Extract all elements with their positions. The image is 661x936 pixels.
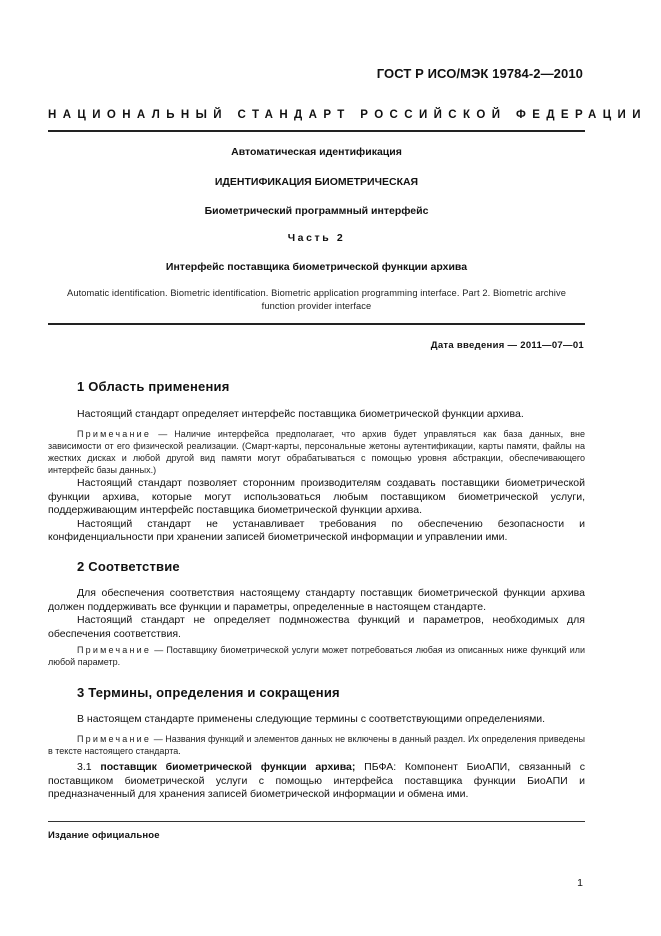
- section-1-note: [48, 428, 585, 476]
- section-1-paragraph-2: Настоящий стандарт позволяет сторонним производителям создавать поставщики биометрической функции архива, которые могут использоваться любым поставщиком биометрической услуги, поддерживающим интерфейс поставщика биометрической функции архива.: [48, 477, 585, 516]
- footer-divider: [48, 821, 585, 822]
- title-line-3: Биометрический программный интерфейс: [204, 205, 429, 217]
- introduction-date: Дата введения — 2011—07—01: [430, 340, 584, 351]
- section-1-heading: 1 Область применения: [77, 379, 230, 394]
- section-1-paragraph-1: Настоящий стандарт определяет интерфейс поставщика биометрической функции архива.: [77, 408, 524, 420]
- term-number: 3.1: [77, 761, 101, 773]
- middle-divider: [48, 323, 585, 325]
- section-1-paragraphs: [48, 477, 585, 545]
- section-1-paragraph-3: Настоящий стандарт не устанавливает требования по обеспечению безопасности и конфиденциальности при хранении записей биометрической информации и управлении ими.: [48, 517, 585, 543]
- note-text: — Названия функций и элементов данных не включены в данный раздел. Их определения приведены в тексте настоящего стандарта.: [48, 734, 585, 756]
- section-2-paragraphs: [48, 587, 585, 641]
- note-label: Примечание: [77, 734, 152, 744]
- section-3-paragraph-1: В настоящем стандарте применены следующие термины с соответствующими определениями.: [77, 713, 546, 725]
- note-text: — Наличие интерфейса предполагает, что архив будет управляться как база данных, вне зависимости от его физической реализации. (Смарт-карты, персональные жетоны аутентификации, карты памяти, файлы на жестких дисках и любой другой вид памяти могут обрабатываться с помощью уровня абстракции, обеспечивающего интерфейс базы данных.): [48, 429, 585, 475]
- note-label: Примечание: [77, 429, 152, 439]
- page-number: 1: [577, 877, 583, 889]
- english-title-line-1: Automatic identification. Biometric identification. Biometric application programming interface. Part 2. Biometric archive: [67, 288, 566, 298]
- term-name: поставщик биометрической функции архива;: [100, 761, 356, 773]
- edition-label: Издание официальное: [48, 830, 160, 841]
- term-3-1: [48, 761, 585, 802]
- note-text: — Поставщику биометрической услуги может потребоваться любая из описанных ниже функций или любой параметр.: [48, 645, 585, 667]
- section-3-heading: 3 Термины, определения и сокращения: [77, 685, 340, 700]
- gost-identifier: ГОСТ Р ИСО/МЭК 19784-2—2010: [376, 66, 583, 81]
- note-label: Примечание: [77, 645, 152, 655]
- english-title-line-2: function provider interface: [261, 300, 372, 311]
- section-3-note: [48, 733, 585, 757]
- top-divider: [48, 130, 585, 132]
- section-2-paragraph-2: Настоящий стандарт не определяет подмножества функций и параметров, необходимых для обеспечения соответствия.: [48, 614, 585, 640]
- title-line-1: Автоматическая идентификация: [231, 146, 402, 158]
- national-standard-title: НАЦИОНАЛЬНЫЙ СТАНДАРТ РОССИЙСКОЙ ФЕДЕРАЦИИ: [48, 109, 647, 121]
- term-definition: ПБФА: Компонент БиоАПИ, связанный с поставщиком биометрической услуги с помощью интерфейса поставщика функции БиоАПИ и предназначенный для хранения записей биометрической информации и обмена ими.: [48, 761, 585, 800]
- part-label: Часть 2: [287, 232, 346, 244]
- title-line-2: ИДЕНТИФИКАЦИЯ БИОМЕТРИЧЕСКАЯ: [214, 176, 419, 188]
- section-2-note: [48, 644, 585, 668]
- english-title: [48, 287, 585, 312]
- section-2-paragraph-1: Для обеспечения соответствия настоящему стандарту поставщик биометрической функции архива должен поддерживать все функции и параметры, определенные в настоящем стандарте.: [48, 587, 585, 613]
- subtitle: Интерфейс поставщика биометрической функции архива: [165, 261, 468, 273]
- section-2-heading: 2 Соответствие: [77, 559, 180, 574]
